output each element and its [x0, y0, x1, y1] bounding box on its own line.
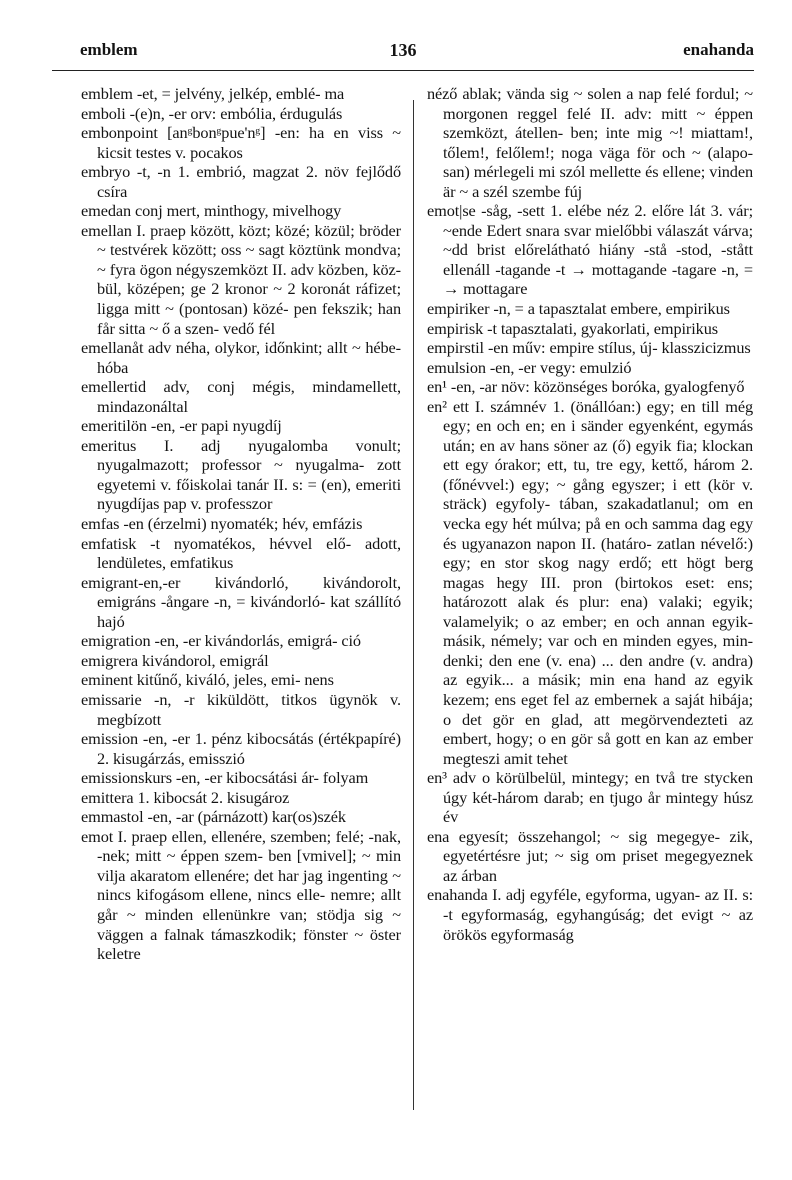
column-left: [81, 84, 401, 964]
entry: empiriker -n, = a tapasztalat embere, empirikus: [427, 299, 730, 319]
entry: emulsion -en, -er vegy: emulzió: [427, 357, 632, 377]
entry: néző ablak; vända sig ~ solen a nap felé fordul; ~ morgonen reggel felé II. adv: mitt ~ éppen szemközt, átellen- ben; inte mig ~! miattam!, tőlem!, felőlem!; noga väga för och ~ (alapo- san) mérlegeli mi szól mellette és ellene; vinden är ~ a szél szembe fúj: [427, 84, 753, 201]
entry: ena egyesít; összehangol; ~ sig megegye- zik, egyetértésre jut; ~ sig om priset megegyeznek az árban: [427, 826, 753, 885]
entry: en³ adv o körülbelül, mintegy; en två tre stycken úgy két-három darab; en tjugo år mintegy húsz év: [427, 768, 753, 827]
entry: emblem -et, = jelvény, jelkép, emblé- ma: [81, 84, 345, 103]
entry: empirisk -t tapasztalati, gyakorlati, empirikus: [427, 318, 718, 338]
page-number: 136: [389, 40, 417, 60]
entry: emissarie -n, -r kiküldött, titkos ügynök v. megbízott: [81, 689, 401, 729]
entry: embryo -t, -n 1. embrió, magzat 2. növ fejlődő csíra: [81, 162, 401, 201]
entry: empirstil -en műv: empire stílus, új- klasszicizmus: [427, 338, 751, 358]
page-header: [52, 40, 754, 71]
entry: emeritilön -en, -er papi nyugdíj: [81, 416, 282, 436]
entry: enahanda I. adj egyféle, egyforma, ugyan- az II. s: -t egyformaság, egyhangúság; det evigt ~ az örökös egyformaság: [427, 885, 753, 944]
entry: emigrant-en,-er kivándorló, kivándorolt, emigráns -ångare -n, = kivándorló- kat szállító hajó: [81, 572, 401, 631]
entry: emfatisk -t nyomatékos, hévvel elő- adott, lendületes, emfatikus: [81, 533, 401, 573]
entry: emellanåt adv néha, olykor, időnkint; allt ~ hébe-hóba: [81, 338, 401, 377]
header-right-guide-word: enahanda: [683, 40, 754, 59]
entry: emellan I. praep között, közt; közé; közül; bröder ~ testvérek között; oss ~ sagt köztünk mondva; ~ fyra ögon négyszemközt II. adv közben, köz- bül, középen; ge 2 kronor ~ 2 koronát ráfizet; ligga mitt ~ (pontosan) közé- pen fekszik; han får sitta ~ ő a szen- vedő fél: [81, 220, 401, 338]
entry: emittera 1. kibocsát 2. kisugároz: [81, 787, 290, 807]
entry: emigration -en, -er kivándorlás, emigrá- ció: [81, 631, 361, 651]
entry: emot I. praep ellen, ellenére, szemben; felé; -nak, -nek; mitt ~ éppen szem- ben [vmivel]; ~ min vilja akaratom ellenére; det har jag ingenting ~ nincs kifogásom ellene, nincs elle- nemre; allt går ~ minden ellenünkre van; stödja sig ~ väggen a falnak támaszkodik; fönster ~ öster keletre: [81, 826, 401, 964]
entry: emedan conj mert, minthogy, mivelhogy: [81, 201, 342, 221]
entry: emeritus I. adj nyugalomba vonult; nyugalmazott; professor ~ nyugalma- zott egyetemi v. főiskolai tanár II. s: = (en), emeriti nyugdíjas pap v. professzor: [81, 435, 401, 514]
entry: embonpoint [anᵍbonᵍpue'nᵍ] -en: ha en viss ~ kicsit testes v. pocakos: [81, 123, 401, 162]
entry: emboli -(e)n, -er orv: embólia, érdugulás: [81, 103, 343, 123]
column-divider: [413, 100, 414, 1110]
entry: eminent kitűnő, kiváló, jeles, emi- nens: [81, 670, 334, 690]
column-right: [427, 84, 753, 944]
entry: emission -en, -er 1. pénz kibocsátás (értékpapíré) 2. kisugárzás, emisszió: [81, 729, 401, 768]
entry: emmastol -en, -ar (párnázott) kar(os)szék: [81, 807, 346, 827]
entry: emfas -en (érzelmi) nyomaték; hév, emfázis: [81, 514, 363, 534]
entry: emellertid adv, conj mégis, mindamellett, mindazonáltal: [81, 377, 401, 416]
entry: emissionskurs -en, -er kibocsátási ár- folyam: [81, 768, 369, 788]
entry: en¹ -en, -ar növ: közönséges boróka, gyalogfenyő: [427, 377, 745, 397]
entry: emigrera kivándorol, emigrál: [81, 650, 269, 670]
entry: en² ett I. számnév 1. (önállóan:) egy; en till még egy; en och en; en i sänder egyenként, egymás után; en av hans söner az (ő) egyik fia; klockan ett egy órakor; ett, tu, tre egy, kettő, három 2. (főnévvel:) egy; ~ gång egyszer; i ett (kör v. sträck) egyfoly- tában, szakadatlanul; om en vecka egy hét múlva; på en och samma dag egy és ugyanazon napon II. (határo- zatlan névelő:) egy; en stor skog nagy erdő; ett högt berg magas hegy III. pron (birtokos eset: ens; határozott alak és plur: ena) valaki; egyik; valamelyik; o az ember; en och annan egyik-másik, némely; var och en minden egyes, min- denki; den ene (v. ena) ... den andre (v. andra) az egyik... a másik; min ena hand az egyik kezem; ens eget fel az embernek a saját hibája; o det gör en glad, att megörvendezteti az embert, hogy; o en gör så gott en kan az ember megteszi amit tehet: [427, 396, 753, 768]
entry: emot|se -såg, -sett 1. elébe néz 2. előre lát 3. vár; ~ende Edert snara svar mielőbbi válaszát várva; ~dd brist előrelátható hiány -stå -stod, -stått ellenáll -tagande -t → mottagande -tagare -n, = → mottagare: [427, 201, 753, 299]
header-left-guide-word: emblem: [80, 40, 138, 59]
